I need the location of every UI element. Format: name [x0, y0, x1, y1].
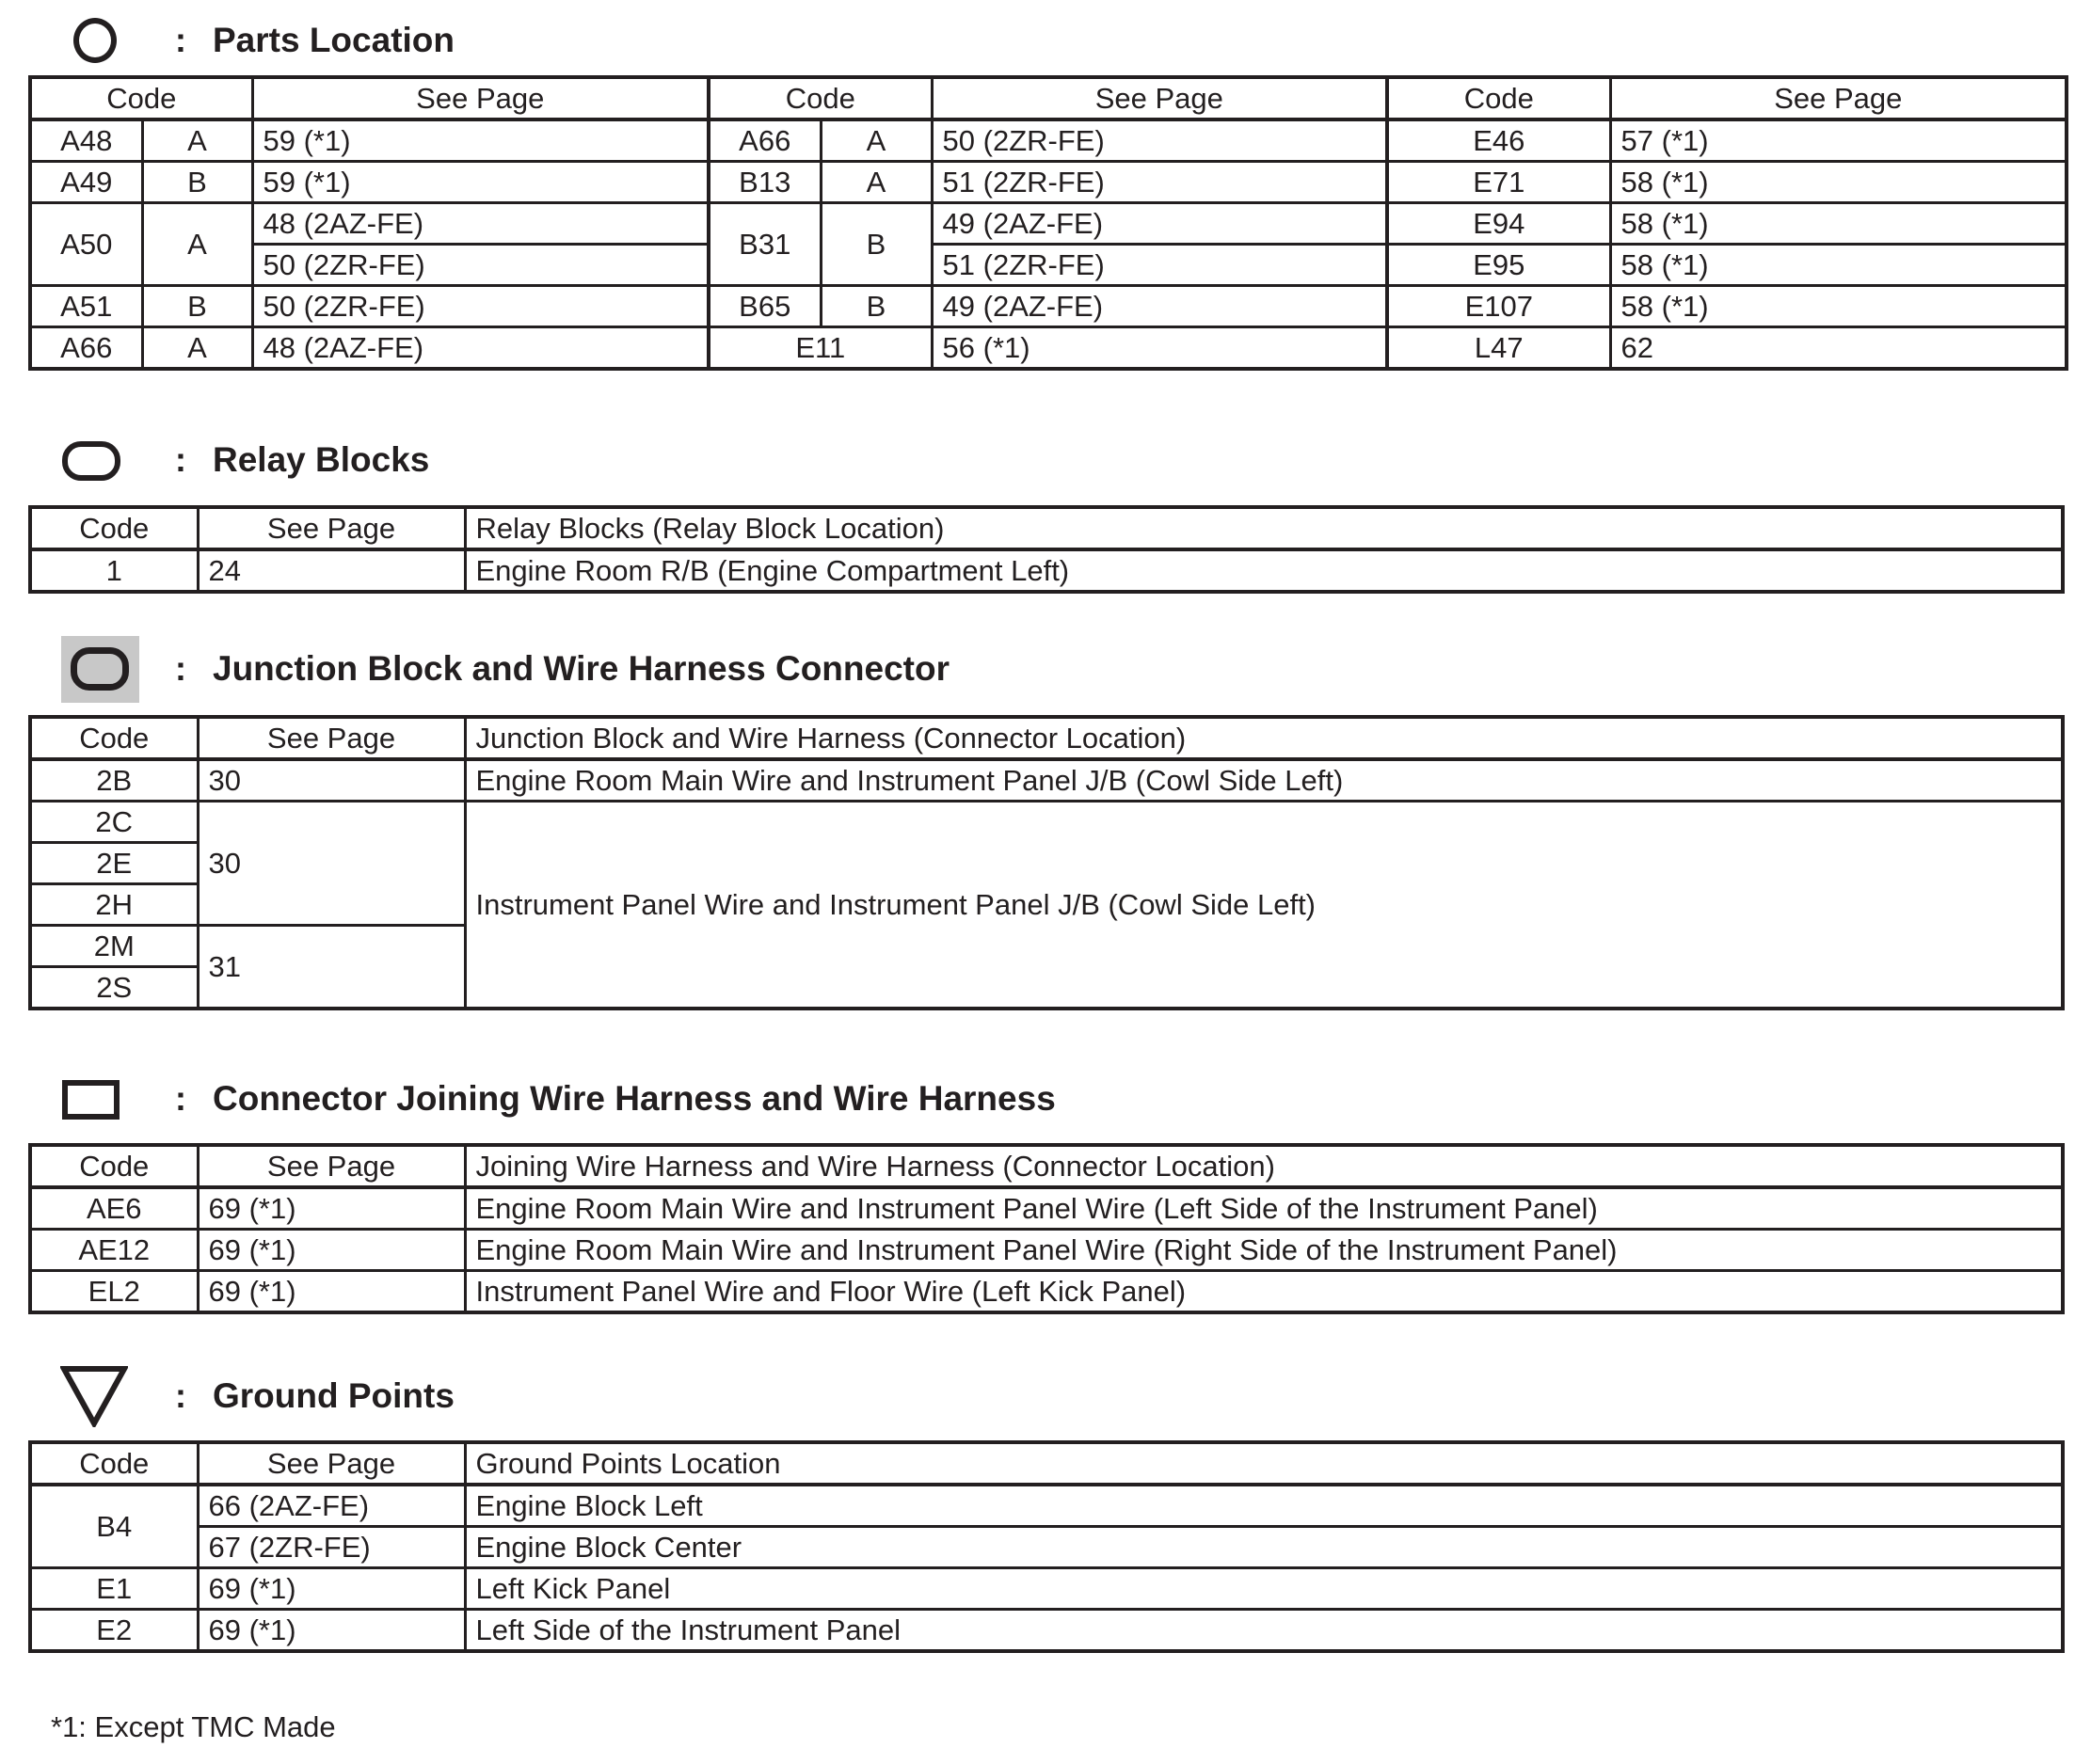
- cell-code: A51: [30, 286, 142, 327]
- cell-description: Left Kick Panel: [465, 1568, 2063, 1610]
- cell-code: 2B: [30, 759, 198, 802]
- cell-see-page: 50 (2ZR-FE): [932, 119, 1387, 162]
- cell-code-suffix: A: [821, 119, 932, 162]
- section-heading: Junction Block and Wire Harness Connector: [213, 649, 950, 688]
- cell-code: E71: [1387, 162, 1610, 203]
- cell-code: E46: [1387, 119, 1610, 162]
- cell-see-page: 56 (*1): [932, 327, 1387, 370]
- column-header-see-page: See Page: [932, 77, 1387, 119]
- table-row: [30, 1230, 2063, 1271]
- cell-code: E95: [1387, 245, 1610, 286]
- colon: :: [175, 440, 186, 479]
- cell-code: L47: [1387, 327, 1610, 370]
- cell-code: AE12: [30, 1230, 198, 1271]
- column-header-description: Joining Wire Harness and Wire Harness (Connector Location): [465, 1145, 2063, 1187]
- cell-code-suffix: A: [142, 203, 252, 286]
- cell-code: A50: [30, 203, 142, 286]
- rectangle-icon: [62, 1080, 120, 1120]
- cell-see-page: 58 (*1): [1610, 203, 2067, 245]
- table-row: [30, 1568, 2063, 1610]
- table-row: [30, 203, 2067, 245]
- colon: :: [175, 649, 186, 688]
- column-header-see-page: See Page: [198, 1145, 465, 1187]
- column-header-see-page: See Page: [198, 717, 465, 759]
- cell-code: B65: [709, 286, 821, 327]
- cell-code: 2H: [30, 884, 198, 926]
- cell-code: B4: [30, 1485, 198, 1568]
- cell-code: B13: [709, 162, 821, 203]
- cell-see-page: 51 (2ZR-FE): [932, 245, 1387, 286]
- table-row: [30, 119, 2067, 162]
- cell-description: Engine Room Main Wire and Instrument Panel Wire (Left Side of the Instrument Panel): [465, 1187, 2063, 1230]
- cell-code: A66: [30, 327, 142, 370]
- column-header-code: Code: [30, 1145, 198, 1187]
- cell-see-page: 50 (2ZR-FE): [252, 245, 709, 286]
- cell-code: A48: [30, 119, 142, 162]
- cell-code: 1: [30, 549, 198, 592]
- column-header-code: Code: [1387, 77, 1610, 119]
- table-row: [30, 759, 2063, 802]
- cell-see-page: 51 (2ZR-FE): [932, 162, 1387, 203]
- ground-points-table: [28, 1440, 2065, 1653]
- column-header-code: Code: [30, 1442, 198, 1485]
- cell-description: Engine Room R/B (Engine Compartment Left): [465, 549, 2063, 592]
- table-row: [30, 245, 2067, 286]
- table-row: [30, 1485, 2063, 1527]
- column-header-see-page: See Page: [1610, 77, 2067, 119]
- triangle-down-icon: [60, 1365, 128, 1427]
- table-row: [30, 1187, 2063, 1230]
- table-row: [30, 802, 2063, 843]
- cell-see-page: 67 (2ZR-FE): [198, 1527, 465, 1568]
- cell-see-page: 50 (2ZR-FE): [252, 286, 709, 327]
- cell-description: Engine Room Main Wire and Instrument Panel J/B (Cowl Side Left): [465, 759, 2063, 802]
- cell-see-page: 49 (2AZ-FE): [932, 203, 1387, 245]
- cell-see-page: 30: [198, 802, 465, 926]
- cell-code: E11: [709, 327, 932, 370]
- circle-icon: [73, 18, 117, 63]
- column-header-code: Code: [30, 507, 198, 549]
- cell-code: 2M: [30, 926, 198, 967]
- header-row: [30, 77, 2067, 119]
- cell-see-page: 31: [198, 926, 465, 1009]
- cell-see-page: 48 (2AZ-FE): [252, 327, 709, 370]
- cell-see-page: 58 (*1): [1610, 162, 2067, 203]
- cell-code: E94: [1387, 203, 1610, 245]
- cell-description: Engine Block Left: [465, 1485, 2063, 1527]
- section-heading: Parts Location: [213, 21, 455, 59]
- cell-see-page: 69 (*1): [198, 1568, 465, 1610]
- cell-see-page: 62: [1610, 327, 2067, 370]
- column-header-see-page: See Page: [198, 1442, 465, 1485]
- column-header-see-page: See Page: [252, 77, 709, 119]
- cell-code-suffix: B: [142, 286, 252, 327]
- cell-see-page: 59 (*1): [252, 162, 709, 203]
- column-header-see-page: See Page: [198, 507, 465, 549]
- table-row: [30, 1271, 2063, 1313]
- cell-code: E2: [30, 1610, 198, 1652]
- cell-see-page: 69 (*1): [198, 1230, 465, 1271]
- cell-code: A66: [709, 119, 821, 162]
- cell-code-suffix: B: [821, 203, 932, 286]
- shaded-rounded-rectangle-icon: [61, 636, 139, 703]
- column-header-description: Relay Blocks (Relay Block Location): [465, 507, 2063, 549]
- section-heading: Ground Points: [213, 1376, 455, 1415]
- cell-see-page: 69 (*1): [198, 1610, 465, 1652]
- cell-description: Engine Room Main Wire and Instrument Panel Wire (Right Side of the Instrument Panel): [465, 1230, 2063, 1271]
- header-row: [30, 507, 2063, 549]
- table-row: [30, 1610, 2063, 1652]
- table-row: [30, 1527, 2063, 1568]
- cell-see-page: 48 (2AZ-FE): [252, 203, 709, 245]
- cell-description: Engine Block Center: [465, 1527, 2063, 1568]
- parts-location-table: [28, 75, 2068, 371]
- connector-joining-table: [28, 1143, 2065, 1314]
- cell-see-page: 58 (*1): [1610, 245, 2067, 286]
- section-heading: Relay Blocks: [213, 440, 430, 479]
- cell-code: A49: [30, 162, 142, 203]
- cell-see-page: 69 (*1): [198, 1271, 465, 1313]
- cell-code: 2S: [30, 967, 198, 1009]
- cell-description: Instrument Panel Wire and Instrument Panel J/B (Cowl Side Left): [465, 802, 2063, 1009]
- column-header-description: Junction Block and Wire Harness (Connector Location): [465, 717, 2063, 759]
- cell-see-page: 59 (*1): [252, 119, 709, 162]
- cell-code: E1: [30, 1568, 198, 1610]
- cell-code-suffix: A: [821, 162, 932, 203]
- column-header-code: Code: [30, 717, 198, 759]
- cell-code-suffix: A: [142, 327, 252, 370]
- colon: :: [175, 1376, 186, 1415]
- table-row: [30, 286, 2067, 327]
- colon: :: [175, 21, 186, 59]
- table-row: [30, 549, 2063, 592]
- junction-block-table: [28, 715, 2065, 1010]
- column-header-code: Code: [709, 77, 932, 119]
- table-row: [30, 162, 2067, 203]
- cell-code: 2C: [30, 802, 198, 843]
- footnote: *1: Except TMC Made: [51, 1710, 336, 1743]
- cell-code-suffix: B: [821, 286, 932, 327]
- cell-see-page: 58 (*1): [1610, 286, 2067, 327]
- header-row: [30, 717, 2063, 759]
- cell-description: Instrument Panel Wire and Floor Wire (Left Kick Panel): [465, 1271, 2063, 1313]
- cell-see-page: 66 (2AZ-FE): [198, 1485, 465, 1527]
- header-row: [30, 1442, 2063, 1485]
- cell-see-page: 49 (2AZ-FE): [932, 286, 1387, 327]
- cell-code-suffix: A: [142, 119, 252, 162]
- cell-code: EL2: [30, 1271, 198, 1313]
- relay-blocks-table: [28, 505, 2065, 594]
- cell-code: E107: [1387, 286, 1610, 327]
- section-heading: Connector Joining Wire Harness and Wire Harness: [213, 1079, 1056, 1118]
- column-header-description: Ground Points Location: [465, 1442, 2063, 1485]
- cell-see-page: 57 (*1): [1610, 119, 2067, 162]
- cell-code: AE6: [30, 1187, 198, 1230]
- cell-code: 2E: [30, 843, 198, 884]
- cell-code-suffix: B: [142, 162, 252, 203]
- table-row: [30, 327, 2067, 370]
- colon: :: [175, 1079, 186, 1118]
- cell-code: B31: [709, 203, 821, 286]
- rounded-rectangle-icon: [62, 441, 120, 481]
- header-row: [30, 1145, 2063, 1187]
- column-header-code: Code: [30, 77, 252, 119]
- cell-see-page: 30: [198, 759, 465, 802]
- cell-description: Left Side of the Instrument Panel: [465, 1610, 2063, 1652]
- cell-see-page: 69 (*1): [198, 1187, 465, 1230]
- cell-see-page: 24: [198, 549, 465, 592]
